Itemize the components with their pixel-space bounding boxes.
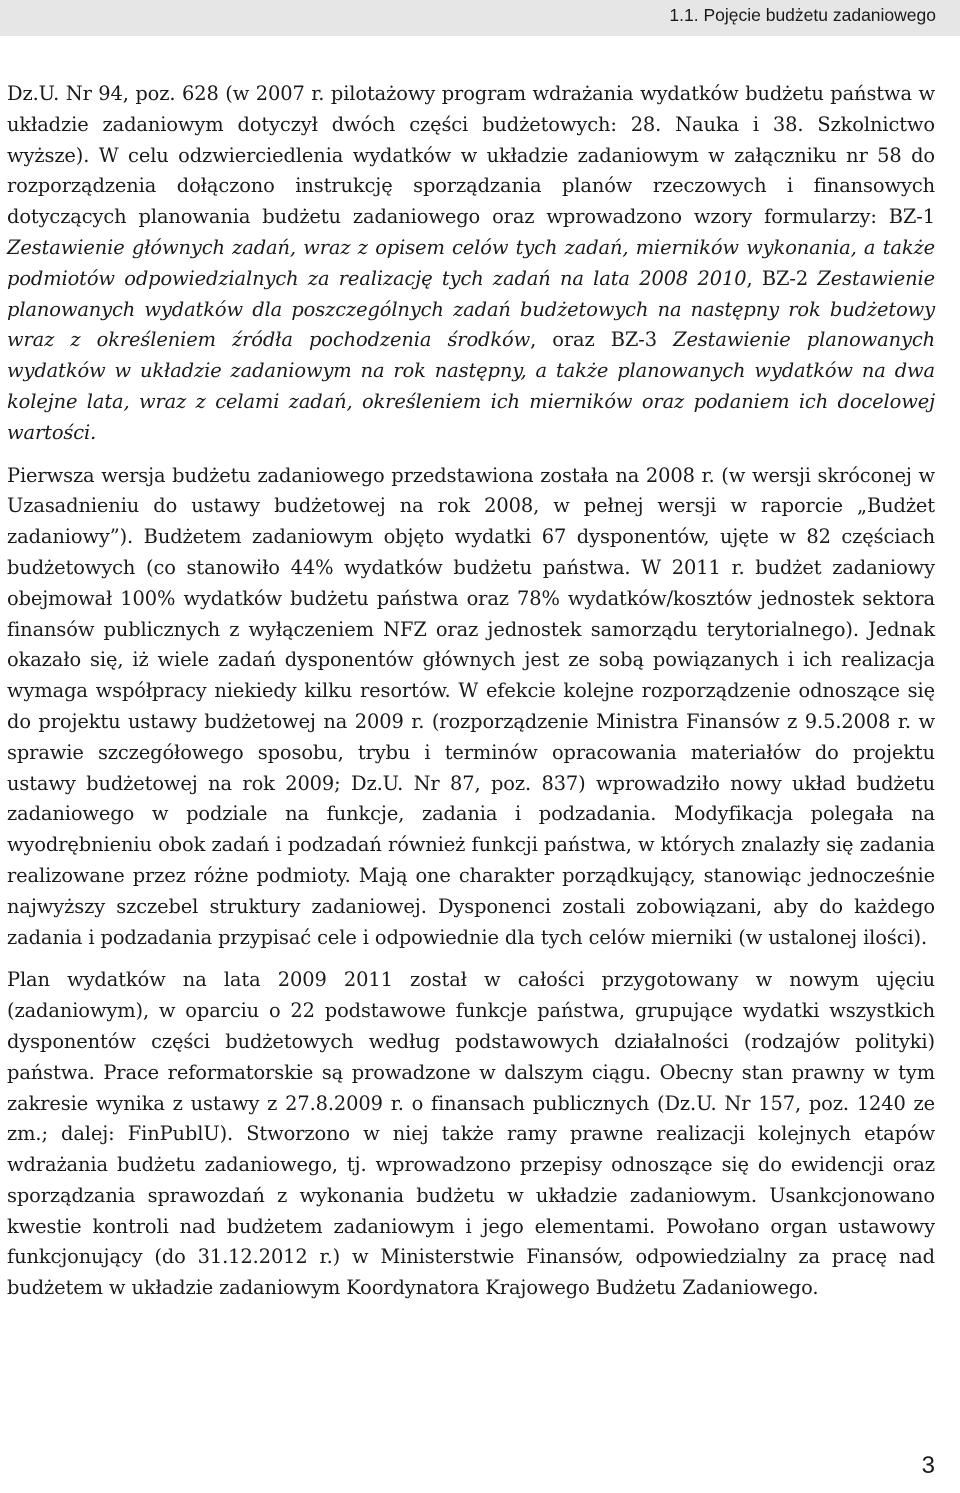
paragraph-1-text-b: , BZ-2 [746,266,818,290]
form-bz3-description: Zestawienie planowanych wydatków w układzie zadaniowym na rok następny, a także planowanych wydatków na dwa kolejne lata, wraz z celami zadań, określeniem ich mierników oraz podaniem ich docelowej wartości. [7,328,935,444]
form-bz2-description: Zestawienie planowanych wydatków dla poszczególnych zadań budżetowych na następny rok budżetowy wraz z określeniem źródła pochodzenia środków [7,266,935,352]
running-header [0,0,960,36]
page-number: 3 [921,1452,935,1479]
main-text [7,79,935,1304]
paragraph-1 [7,79,935,449]
paragraph-1-text-a: Dz.U. Nr 94, poz. 628 (w 2007 r. pilotażowy program wdrażania wydatków budżetu państwa w układzie zadaniowym dotyczył dwóch części budżetowych: 28. Nauka i 38. Szkolnictwo wyższe). W celu odzwierciedlenia wydatków w układzie zadaniowym w załączniku nr 58 do rozporządzenia dołączono instrukcję sporządzania planów rzeczowych i finansowych dotyczących planowania budżetu zadaniowego oraz wprowadzono wzory formularzy: BZ-1 [7,82,935,229]
paragraph-1-text-c: , oraz BZ-3 [530,328,674,352]
paragraph-2: Pierwsza wersja budżetu zadaniowego przedstawiona została na 2008 r. (w wersji skróconej w Uzasadnieniu do ustawy budżetowej na rok 2008, w pełnej wersji w raporcie „Budżet zadaniowy”). Budżetem zadaniowym objęto wydatki 67 dysponentów, ujęte w 82 częściach budżetowych (co stanowiło 44% wydatków budżetu państwa. W 2011 r. budżet zadaniowy obejmował 100% wydatków budżetu państwa oraz 78% wydatków/kosztów jednostek sektora finansów publicznych z wyłączeniem NFZ oraz jednostek samorządu terytorialnego). Jednak okazało się, iż wiele zadań dysponentów głównych jest ze sobą powiązanych i ich realizacja wymaga współpracy niekiedy kilku resortów. W efekcie kolejne rozporządzenie odnoszące się do projektu ustawy budżetowej na 2009 r. (rozporządzenie Ministra Finansów z 9.5.2008 r. w sprawie szczegółowego sposobu, trybu i terminów opracowania materiałów do projektu ustawy budżetowej na rok 2009; Dz.U. Nr 87, poz. 837) wprowadziło nowy układ budżetu zadaniowego w podziale na funkcje, zadania i podzadania. Modyfikacja polegała na wyodrębnieniu obok zadań i podzadań również funkcji państwa, w których znalazły się zadania realizowane przez różne podmioty. Mają one charakter porządkujący, stanowiąc jednocześnie najwyższy szczebel struktury zadaniowej. Dysponenci zostali zobowiązani, aby do każdego zadania i podzadania przypisać cele i odpowiednie dla tych celów mierniki (w ustalonej ilości). [7,463,935,949]
form-bz1-description: Zestawienie głównych zadań, wraz z opisem celów tych zadań, mierników wykonania, a także podmiotów odpowiedzialnych za realizację tych zadań na lata 2008 2010 [7,235,935,290]
chapter-title: 1.1. Pojęcie budżetu zadaniowego [669,5,936,25]
paragraph-3: Plan wydatków na lata 2009 2011 został w całości przygotowany w nowym ujęciu (zadaniowym), w oparciu o 22 podstawowe funkcje państwa, grupujące wydatki wszystkich dysponentów części budżetowych według podstawowych działalności (rodzajów polityki) państwa. Prace reformatorskie są prowadzone w dalszym ciągu. Obecny stan prawny w tym zakresie wynika z ustawy z 27.8.2009 r. o finansach publicznych (Dz.U. Nr 157, poz. 1240 ze zm.; dalej: FinPublU). Stworzono w niej także ramy prawne realizacji kolejnych etapów wdrażania budżetu zadaniowego, tj. wprowadzono przepisy odnoszące się do ewidencji oraz sporządzania sprawozdań z wykonania budżetu w układzie zadaniowym. Usankcjonowano kwestie kontroli nad budżetem zadaniowym i jego elementami. Powołano organ ustawowy funkcjonujący (do 31.12.2012 r.) w Ministerstwie Finansów, odpowiedzialny za pracę nad budżetem w układzie zadaniowym Koordynatora Krajowego Budżetu Zadaniowego. [7,968,935,1300]
